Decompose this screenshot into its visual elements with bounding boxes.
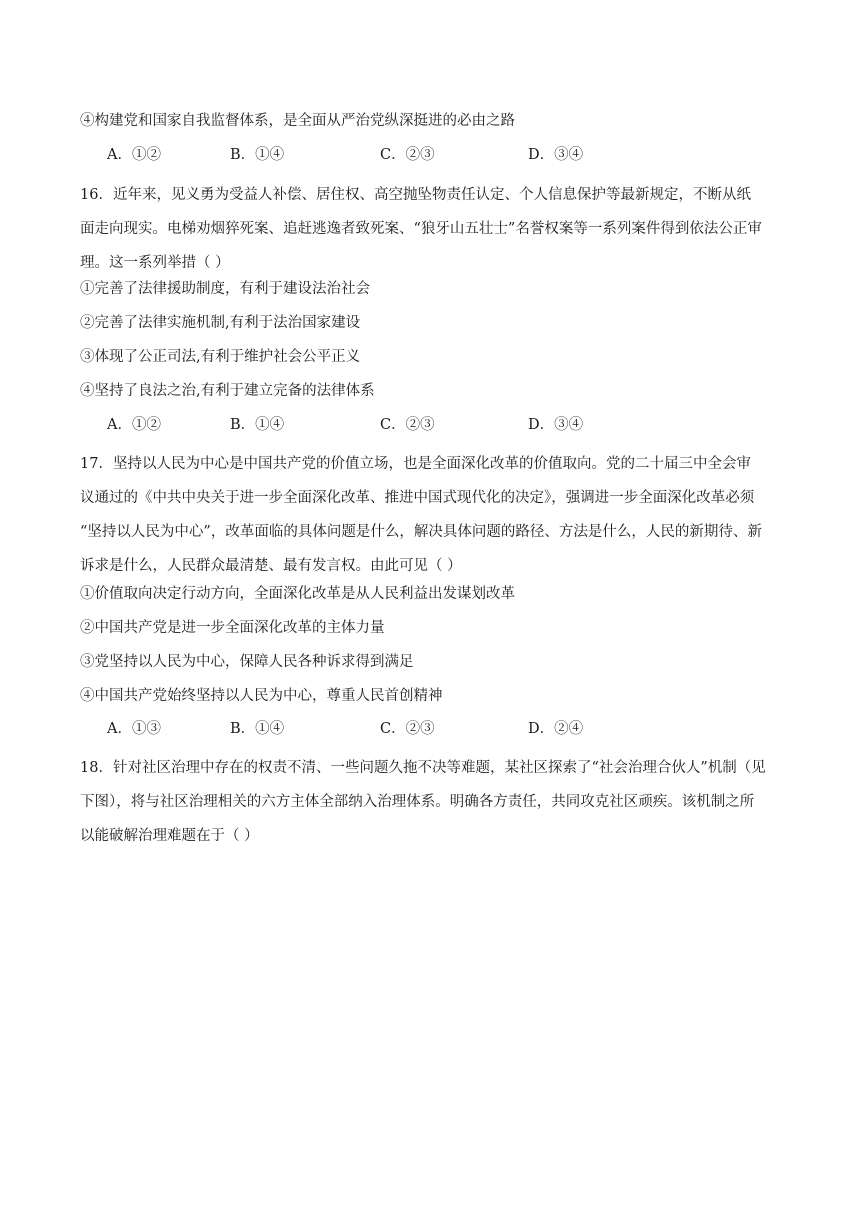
q17-option-d: D．②④ <box>528 721 584 737</box>
q16-stem-line-3: 理。这一系列举措（ ） <box>80 255 230 271</box>
q17-stem-line-1: 17．坚持以人民为中心是中国共产党的价值立场，也是全面深化改革的价值取向。党的二十届三中全会审 <box>80 456 751 472</box>
q16-option-b: B．①④ <box>230 417 285 433</box>
q18-stem-line-3: 以能破解治理难题在于（ ） <box>80 828 259 844</box>
q17-statement-4: ④中国共产党始终坚持以人民为中心，尊重人民首创精神 <box>80 688 443 704</box>
q17-statement-2: ②中国共产党是进一步全面深化改革的主体力量 <box>80 620 385 636</box>
q17-stem-line-3: “坚持以人民为中心”，改革面临的具体问题是什么，解决具体问题的路径、方法是什么，人民的新期待、新 <box>80 524 762 540</box>
q16-statement-3: ③体现了公正司法,有利于维护社会公平正义 <box>80 349 361 365</box>
q18-stem-line-2: 下图），将与社区治理相关的六方主体全部纳入治理体系。明确各方责任，共同攻克社区顽疾。该机制之所 <box>80 794 755 810</box>
q17-option-c: C．②③ <box>380 721 435 737</box>
q16-stem-line-1: 16．近年来，见义勇为受益人补偿、居住权、高空抛坠物责任认定、个人信息保护等最新规定，不断从纸 <box>80 187 751 203</box>
q18-stem <box>80 751 785 853</box>
q17-statement-3: ③党坚持以人民为中心，保障人民各种诉求得到满足 <box>80 654 414 670</box>
q16-option-d: D．③④ <box>528 417 584 433</box>
q15-option-c: C．②③ <box>380 147 435 163</box>
q17-option-a: A．①③ <box>107 721 161 737</box>
q16-statement-2: ②完善了法律实施机制,有利于法治国家建设 <box>80 315 361 331</box>
q16-statement-4: ④坚持了良法之治,有利于建立完备的法律体系 <box>80 383 375 399</box>
q15-statement-4: ④构建党和国家自我监督体系，是全面从严治党纵深挺进的必由之路 <box>80 113 515 129</box>
q15-option-b: B．①④ <box>230 147 285 163</box>
q15-option-a: A．①② <box>107 147 161 163</box>
q18-stem-line-1: 18．针对社区治理中存在的权责不清、一些问题久拖不决等难题，某社区探索了“社会治理合伙人”机制（见 <box>80 760 766 776</box>
q17-stem <box>80 447 785 583</box>
q17-options <box>107 719 787 739</box>
q16-stem <box>80 178 785 280</box>
q17-option-b: B．①④ <box>230 721 285 737</box>
q16-options <box>107 415 787 435</box>
q16-statement-1: ①完善了法律援助制度，有利于建设法治社会 <box>80 281 370 297</box>
q15-option-d: D．③④ <box>528 147 584 163</box>
q16-option-a: A．①② <box>107 417 161 433</box>
q17-statement-1: ①价值取向决定行动方向，全面深化改革是从人民利益出发谋划改革 <box>80 586 515 602</box>
q16-option-c: C．②③ <box>380 417 435 433</box>
q17-stem-line-4: 诉求是什么，人民群众最清楚、最有发言权。由此可见（ ） <box>80 558 462 574</box>
q15-options <box>107 145 787 165</box>
q17-stem-line-2: 议通过的《中共中央关于进一步全面深化改革、推进中国式现代化的决定》，强调进一步全面深化改革必须 <box>80 490 755 506</box>
q16-stem-line-2: 面走向现实。电梯劝烟猝死案、追赶逃逸者致死案、“狼牙山五壮士”名誉权案等一系列案件得到依法公正审 <box>80 221 762 237</box>
